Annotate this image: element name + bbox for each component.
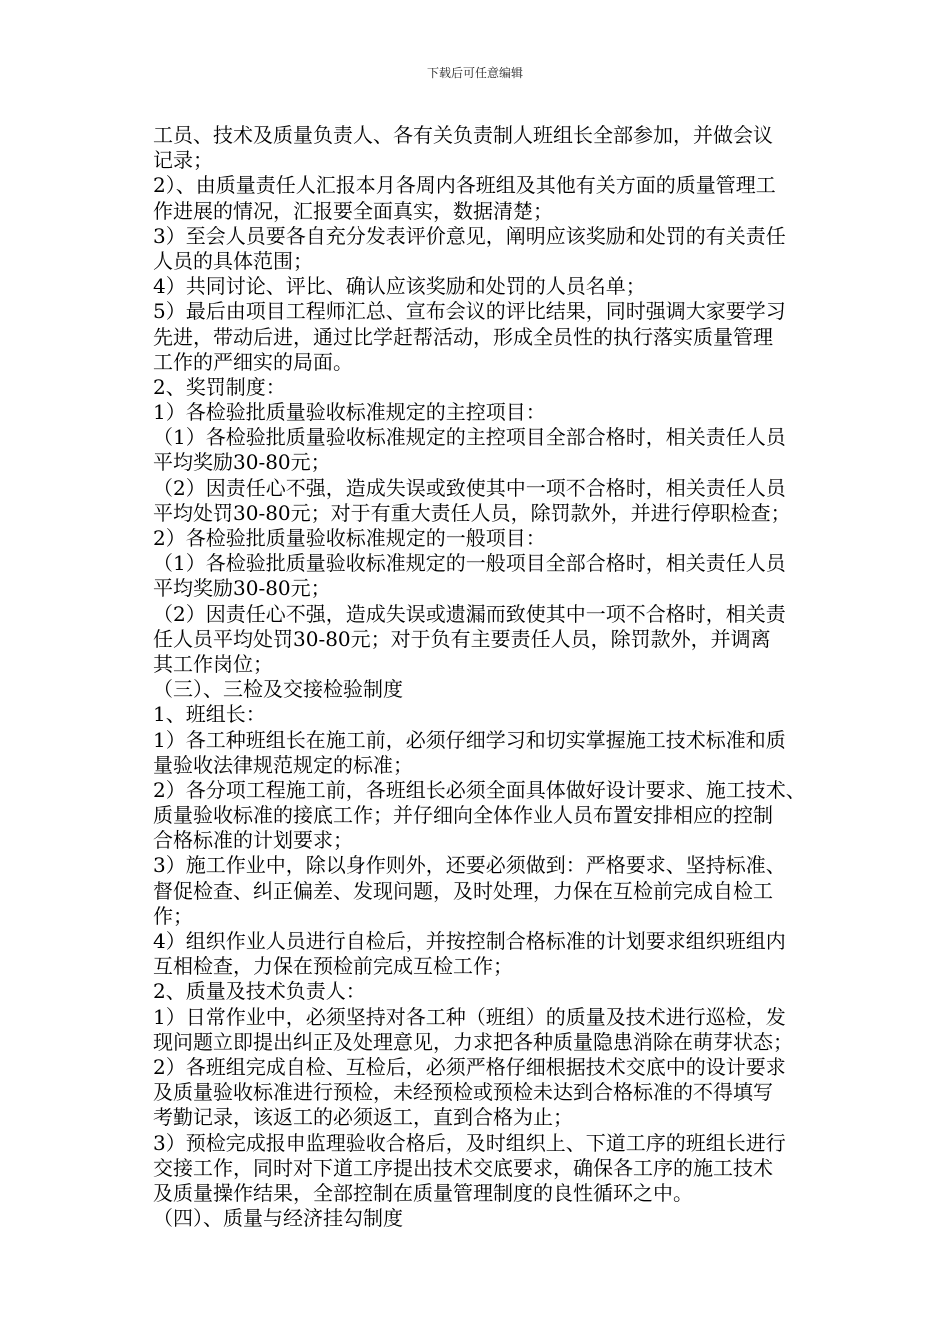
text-line: 互相检查，力保在预检前完成互检工作； <box>153 954 513 979</box>
text-line: 4）共同讨论、评比、确认应该奖励和处罚的人员名单； <box>153 274 646 299</box>
text-line: 平均奖励30-80元； <box>153 576 331 601</box>
text-line: （四）、质量与经济挂勾制度 <box>153 1206 403 1231</box>
text-line: 1）日常作业中，必须坚持对各工种（班组）的质量及技术进行巡检，发 <box>153 1004 786 1029</box>
text-line: （2）因责任心不强，造成失误或遗漏而致使其中一项不合格时，相关责 <box>153 601 786 626</box>
text-line: （1）各检验批质量验收标准规定的一般项目全部合格时，相关责任人员 <box>153 551 786 576</box>
text-line: 2）各检验批质量验收标准规定的一般项目： <box>153 526 546 550</box>
text-line: 工作的严细实的局面。 <box>153 349 353 374</box>
text-line: 5）最后由项目工程师汇总、宣布会议的评比结果，同时强调大家要学习 <box>153 299 786 324</box>
text-line: 其工作岗位； <box>153 651 273 676</box>
text-line: 2、奖罚制度： <box>153 374 286 399</box>
text-line: 1、班组长： <box>153 702 266 727</box>
text-line: 及质量验收标准进行预检，未经预检或预检未达到合格标准的不得填写 <box>153 1080 773 1105</box>
text-line: 2、质量及技术负责人： <box>153 979 366 1004</box>
text-line: 2）、由质量责任人汇报本月各周内各班组及其他有关方面的质量管理工 <box>153 173 776 198</box>
text-line: 工员、技术及质量负责人、各有关负责制人班组长全部参加，并做会议 <box>153 123 773 147</box>
text-line: 作进展的情况，汇报要全面真实，数据清楚； <box>153 198 553 223</box>
text-line: 1）各检验批质量验收标准规定的主控项目： <box>153 400 546 425</box>
text-line: 2）各班组完成自检、互检后，必须严格仔细根据技术交底中的设计要求 <box>153 1054 786 1079</box>
text-line: 作； <box>153 903 193 928</box>
text-line: 量验收法律规范规定的标准； <box>153 752 413 777</box>
text-line: 考勤记录，该返工的必须返工，直到合格为止； <box>153 1105 573 1130</box>
text-line: 质量验收标准的接底工作；并仔细向全体作业人员布置安排相应的控制 <box>153 803 773 828</box>
text-line: 2）各分项工程施工前，各班组长必须全面具体做好设计要求、施工技术、 <box>153 777 806 802</box>
text-line: 人员的具体范围； <box>153 248 313 273</box>
text-line: 及质量操作结果，全部控制在质量管理制度的良性循环之中。 <box>153 1180 693 1205</box>
text-line: （1）各检验批质量验收标准规定的主控项目全部合格时，相关责任人员 <box>153 425 786 450</box>
text-line: 1）各工种班组长在施工前，必须仔细学习和切实掌握施工技术标准和质 <box>153 727 786 752</box>
text-line: 现问题立即提出纠正及处理意见，力求把各种质量隐患消除在萌芽状态； <box>153 1029 793 1054</box>
page-header: 下载后可任意编辑 <box>426 66 523 80</box>
text-line: 4）组织作业人员进行自检后，并按控制合格标准的计划要求组织班组内 <box>153 929 786 953</box>
text-line: （三）、三检及交接检验制度 <box>153 677 403 702</box>
text-line: 记录； <box>153 148 213 173</box>
document-body <box>153 123 873 1231</box>
text-line: 交接工作，同时对下道工序提出技术交底要求，确保各工序的施工技术 <box>153 1155 773 1180</box>
text-line: （2）因责任心不强，造成失误或致使其中一项不合格时，相关责任人员 <box>153 475 786 500</box>
text-line: 督促检查、纠正偏差、发现问题，及时处理，力保在互检前完成自检工 <box>153 878 773 903</box>
text-line: 3）施工作业中，除以身作则外，还要必须做到：严格要求、坚持标准、 <box>153 853 786 878</box>
text-line: 合格标准的计划要求； <box>153 828 353 853</box>
text-line: 3）至会人员要各自充分发表评价意见，阐明应该奖励和处罚的有关责任 <box>153 223 786 248</box>
text-line: 先进，带动后进，通过比学赶帮活动，形成全员性的执行落实质量管理 <box>153 324 773 349</box>
text-line: 3）预检完成报申监理验收合格后，及时组织上、下道工序的班组长进行 <box>153 1130 786 1155</box>
text-line: 任人员平均处罚30-80元；对于负有主要责任人员，除罚款外，并调离 <box>153 626 771 651</box>
text-line: 平均处罚30-80元；对于有重大责任人员，除罚款外，并进行停职检查； <box>153 500 791 525</box>
text-line: 平均奖励30-80元； <box>153 450 331 475</box>
